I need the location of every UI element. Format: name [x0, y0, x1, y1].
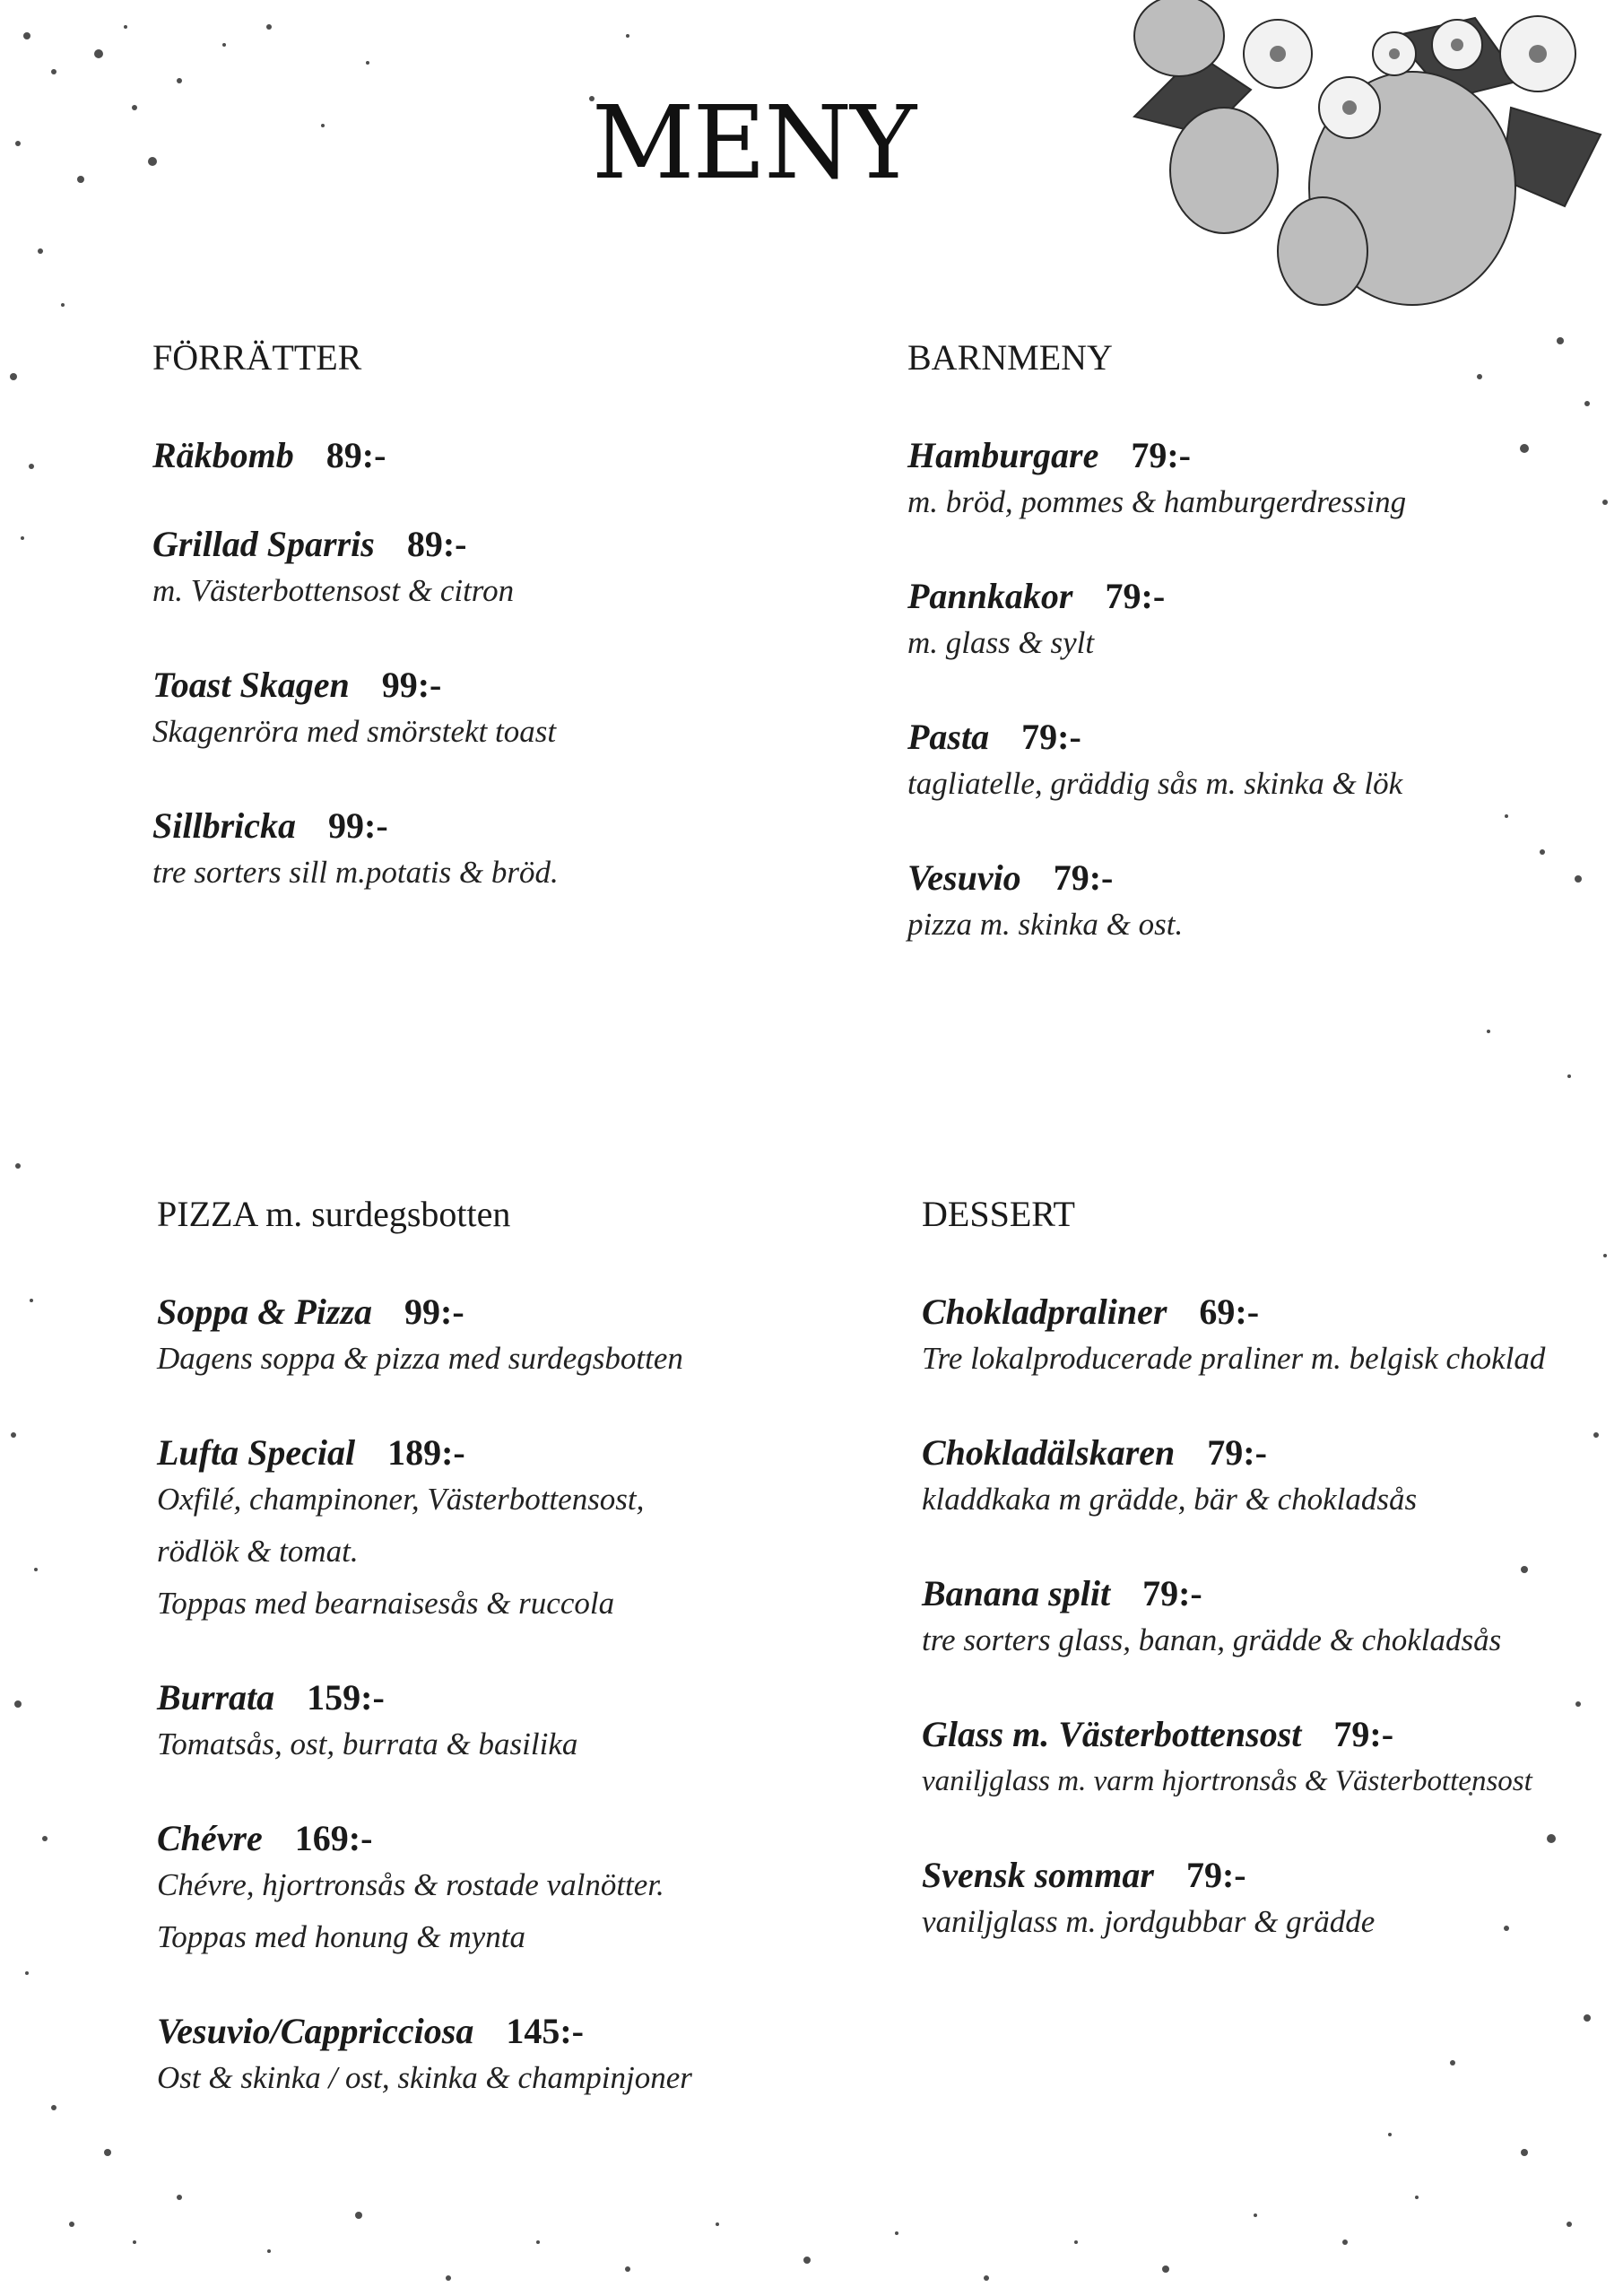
- section-forratter: [152, 336, 888, 945]
- item-description: Oxfilé, champinoner, Västerbottensost,: [157, 1482, 645, 1517]
- menu-item: [152, 804, 888, 899]
- menu-item: [922, 1713, 1612, 1807]
- item-price: 69:-: [1199, 1292, 1260, 1332]
- item-description: m. glass & sylt: [907, 625, 1095, 660]
- item-name: Lufta Special: [157, 1432, 356, 1473]
- item-description: Tomatsås, ost, burrata & basilika: [157, 1726, 578, 1761]
- item-name: Vesuvio/Cappricciosa: [157, 2011, 474, 2051]
- item-price: 99:-: [328, 805, 388, 846]
- menu-item: [922, 1291, 1612, 1385]
- menu-item: [907, 857, 1623, 951]
- item-name: Svensk sommar: [922, 1855, 1154, 1895]
- menu-item: [152, 523, 888, 617]
- menu-item: [157, 1291, 892, 1385]
- item-price: 89:-: [325, 435, 386, 475]
- item-name: Burrata: [157, 1677, 275, 1718]
- item-description: tre sorters sill m.potatis & bröd.: [152, 855, 559, 890]
- item-price: 169:-: [294, 1818, 373, 1858]
- item-name: Toast Skagen: [152, 665, 350, 705]
- item-name: Chokladälskaren: [922, 1432, 1176, 1473]
- item-price: 79:-: [1142, 1573, 1202, 1613]
- item-description: Ost & skinka / ost, skinka & champinjoner: [157, 2060, 692, 2095]
- item-name: Pasta: [907, 717, 990, 757]
- item-description: pizza m. skinka & ost.: [907, 907, 1184, 942]
- item-name: Chévre: [157, 1818, 263, 1858]
- item-name: Sillbricka: [152, 805, 297, 846]
- section-barnmeny: [907, 336, 1623, 997]
- menu-item: [907, 716, 1623, 810]
- item-price: 99:-: [404, 1292, 464, 1332]
- item-description: vaniljglass m. varm hjortronsås & Västerbottensost: [922, 1765, 1532, 1797]
- item-price: 159:-: [307, 1677, 385, 1718]
- menu-item: [922, 1854, 1612, 1948]
- item-description: m. bröd, pommes & hamburgerdressing: [907, 484, 1407, 519]
- section-dessert: [922, 1193, 1612, 1995]
- item-name: Räkbomb: [152, 435, 294, 475]
- item-price: 79:-: [1021, 717, 1081, 757]
- item-price: 89:-: [406, 524, 467, 564]
- item-price: 79:-: [1185, 1855, 1246, 1895]
- item-name: Pannkakor: [907, 576, 1073, 616]
- item-description: Skagenröra med smörstekt toast: [152, 714, 557, 749]
- item-price: 79:-: [1131, 435, 1191, 475]
- section-pizza: [157, 1193, 892, 2151]
- section-heading: FÖRRÄTTER: [152, 337, 362, 378]
- item-description: tre sorters glass, banan, grädde & chokladsås: [922, 1622, 1502, 1657]
- menu-item: [157, 1431, 892, 1630]
- menu-item: [922, 1572, 1612, 1666]
- item-name: Soppa & Pizza: [157, 1292, 373, 1332]
- item-description: tagliatelle, gräddig sås m. skinka & lök: [907, 766, 1403, 801]
- item-name: Hamburgare: [907, 435, 1099, 475]
- menu-item: [157, 1817, 892, 1963]
- item-name: Banana split: [922, 1573, 1111, 1613]
- menu-item: [907, 434, 1623, 528]
- item-name: Glass m. Västerbottensost: [922, 1714, 1302, 1754]
- menu-item: [907, 575, 1623, 669]
- item-price: 189:-: [387, 1432, 465, 1473]
- item-description: Chévre, hjortronsås & rostade valnötter.: [157, 1867, 664, 1902]
- section-heading: BARNMENY: [907, 337, 1113, 378]
- item-price: 99:-: [381, 665, 442, 705]
- item-price: 79:-: [1207, 1432, 1267, 1473]
- menu-item: [157, 2010, 892, 2104]
- item-name: Vesuvio: [907, 857, 1021, 898]
- item-name: Grillad Sparris: [152, 524, 375, 564]
- menu-item: [152, 664, 888, 758]
- item-description: Toppas med bearnaisesås & ruccola: [157, 1586, 615, 1621]
- item-description: Tre lokalproducerade praliner m. belgisk choklad: [922, 1341, 1546, 1376]
- item-price: 79:-: [1053, 857, 1114, 898]
- item-description: vaniljglass m. jordgubbar & grädde: [922, 1904, 1376, 1939]
- section-heading: DESSERT: [922, 1194, 1075, 1234]
- item-price: 145:-: [506, 2011, 584, 2051]
- section-heading: PIZZA m. surdegsbotten: [157, 1194, 511, 1234]
- menu-item: [157, 1676, 892, 1770]
- item-name: Chokladpraliner: [922, 1292, 1167, 1332]
- item-price: 79:-: [1105, 576, 1166, 616]
- menu-item: [922, 1431, 1612, 1526]
- item-description: kladdkaka m grädde, bär & chokladsås: [922, 1482, 1418, 1517]
- item-description: Dagens soppa & pizza med surdegsbotten: [157, 1341, 683, 1376]
- item-price: 79:-: [1333, 1714, 1394, 1754]
- menu-title: MENY: [591, 85, 916, 202]
- menu-item: [152, 434, 888, 476]
- item-description: rödlök & tomat.: [157, 1534, 359, 1569]
- item-description: Toppas med honung & mynta: [157, 1919, 525, 1954]
- item-description: m. Västerbottensost & citron: [152, 573, 515, 608]
